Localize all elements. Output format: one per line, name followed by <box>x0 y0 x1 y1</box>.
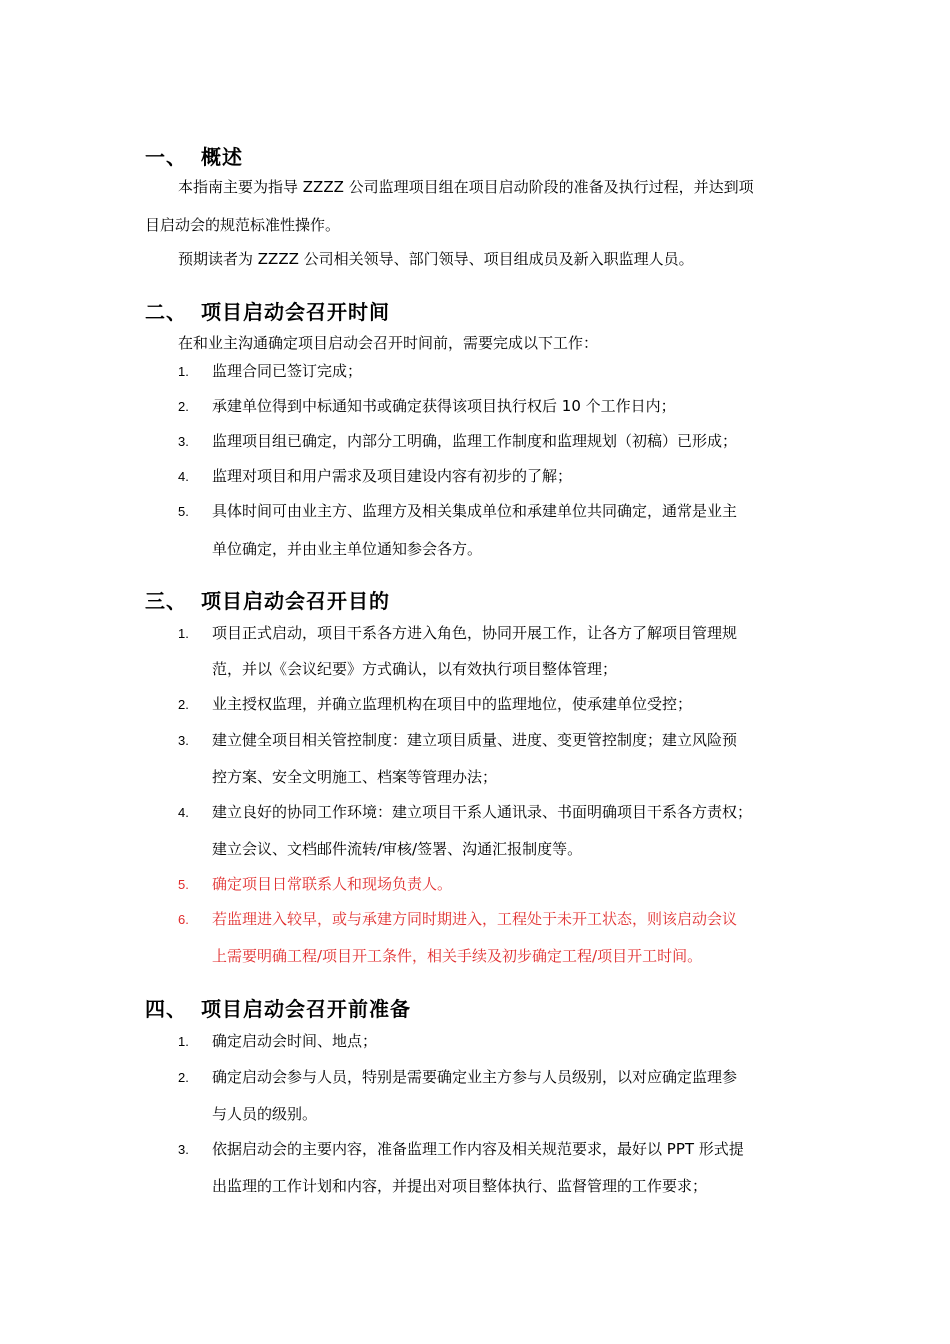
list-number: 1. <box>178 626 189 641</box>
paragraph: 目启动会的规范标准性操作。 <box>145 216 341 234</box>
list-item-continuation: 建立会议、文档邮件流转/审核/签署、沟通汇报制度等。 <box>212 840 583 858</box>
list-number: 2. <box>178 697 189 712</box>
section-number: 二、 <box>145 300 187 324</box>
list-item-continuation: 出监理的工作计划和内容，并提出对项目整体执行、监督管理的工作要求； <box>212 1177 708 1195</box>
list-item: 建立良好的协同工作环境：建立项目干系人通讯录、书面明确项目干系各方责权； <box>212 803 753 821</box>
list-number: 4. <box>178 469 189 484</box>
section-title: 项目启动会召开前准备 <box>201 997 411 1021</box>
list-item: 依据启动会的主要内容，准备监理工作内容及相关规范要求，最好以 PPT 形式提 <box>212 1140 744 1158</box>
list-number: 1. <box>178 1034 189 1049</box>
list-item: 确定启动会时间、地点； <box>212 1032 378 1050</box>
section-number: 一、 <box>145 145 187 169</box>
paragraph: 在和业主沟通确定项目启动会召开时间前，需要完成以下工作： <box>178 334 599 352</box>
section-heading-4 <box>145 993 411 1022</box>
list-number: 3. <box>178 1142 189 1157</box>
section-title: 项目启动会召开目的 <box>201 589 390 613</box>
section-title: 概述 <box>201 145 243 169</box>
list-number: 2. <box>178 399 189 414</box>
list-number: 5. <box>178 877 189 892</box>
list-item: 承建单位得到中标通知书或确定获得该项目执行权后 10 个工作日内； <box>212 397 676 415</box>
list-number: 6. <box>178 912 189 927</box>
list-number: 1. <box>178 364 189 379</box>
list-item: 监理对项目和用户需求及项目建设内容有初步的了解； <box>212 467 573 485</box>
list-item-continuation: 范，并以《会议纪要》方式确认，以有效执行项目整体管理； <box>212 660 618 678</box>
list-item-continuation: 上需要明确工程/项目开工条件，相关手续及初步确定工程/项目开工时间。 <box>212 947 703 965</box>
list-item: 建立健全项目相关管控制度：建立项目质量、进度、变更管控制度；建立风险预 <box>212 731 738 749</box>
list-item: 具体时间可由业主方、监理方及相关集成单位和承建单位共同确定，通常是业主 <box>212 502 738 520</box>
list-item: 确定启动会参与人员，特别是需要确定业主方参与人员级别，以对应确定监理参 <box>212 1068 738 1086</box>
list-number: 2. <box>178 1070 189 1085</box>
list-item: 业主授权监理，并确立监理机构在项目中的监理地位，使承建单位受控； <box>212 695 693 713</box>
list-item-continuation: 单位确定，并由业主单位通知参会各方。 <box>212 540 483 558</box>
list-item-highlighted: 确定项目日常联系人和现场负责人。 <box>212 875 453 893</box>
list-item: 项目正式启动，项目干系各方进入角色，协同开展工作，让各方了解项目管理规 <box>212 624 738 642</box>
list-number: 4. <box>178 805 189 820</box>
section-number: 四、 <box>145 997 187 1021</box>
list-number: 5. <box>178 504 189 519</box>
paragraph: 本指南主要为指导 ZZZZ 公司监理项目组在项目启动阶段的准备及执行过程，并达到项 <box>178 178 754 196</box>
section-number: 三、 <box>145 589 187 613</box>
section-heading-1 <box>145 141 243 170</box>
list-number: 3. <box>178 733 189 748</box>
section-heading-3 <box>145 585 390 614</box>
list-item-continuation: 控方案、安全文明施工、档案等管理办法； <box>212 768 498 786</box>
list-item-highlighted: 若监理进入较早，或与承建方同时期进入，工程处于未开工状态，则该启动会议 <box>212 910 738 928</box>
paragraph: 预期读者为 ZZZZ 公司相关领导、部门领导、项目组成员及新入职监理人员。 <box>178 250 694 268</box>
list-number: 3. <box>178 434 189 449</box>
list-item-continuation: 与人员的级别。 <box>212 1105 318 1123</box>
list-item: 监理合同已签订完成； <box>212 362 363 380</box>
section-heading-2 <box>145 296 390 325</box>
list-item: 监理项目组已确定，内部分工明确，监理工作制度和监理规划（初稿）已形成； <box>212 432 738 450</box>
section-title: 项目启动会召开时间 <box>201 300 390 324</box>
